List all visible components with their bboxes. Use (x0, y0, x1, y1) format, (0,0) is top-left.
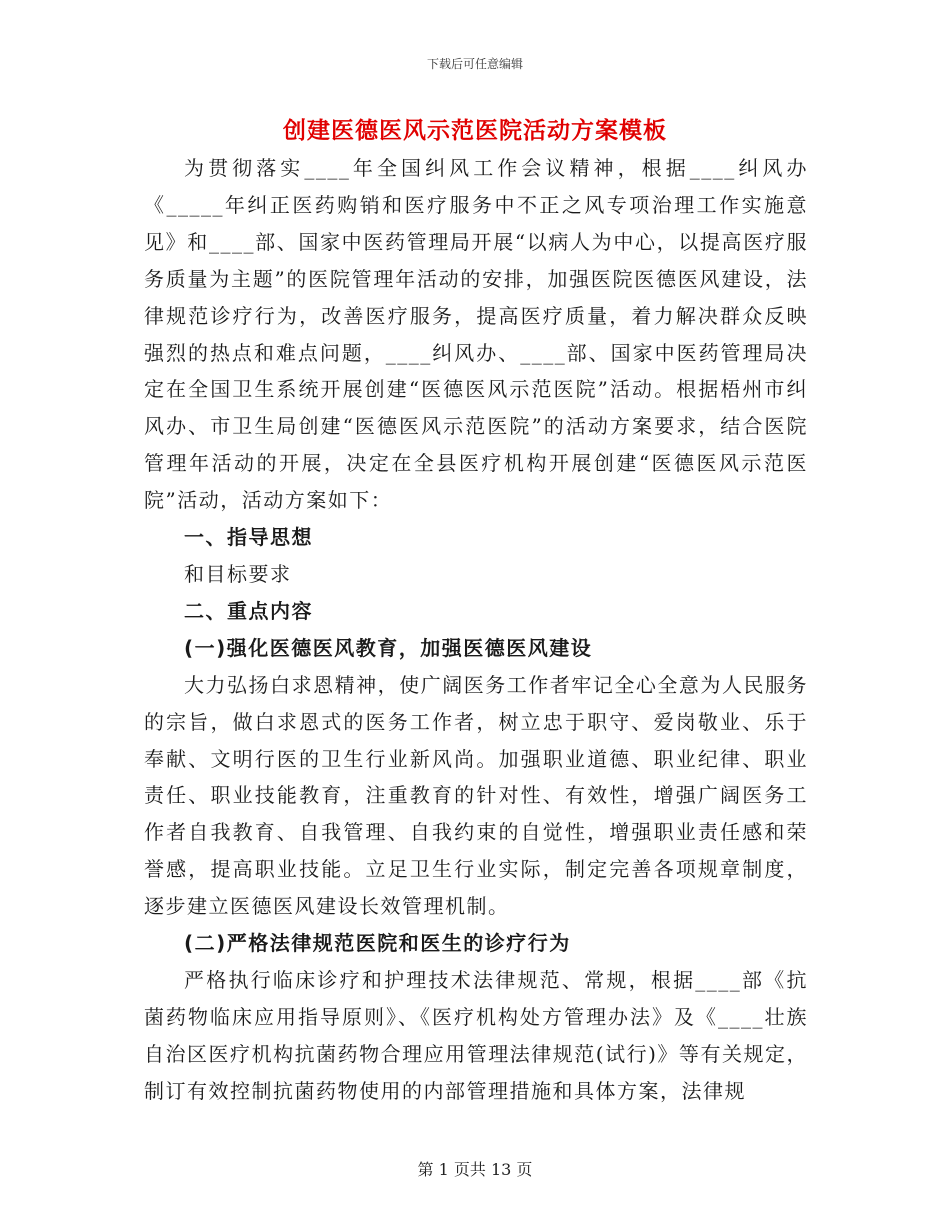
paragraph-goals: 和目标要求 (184, 561, 292, 586)
subsection-heading-regulate-practice: (二)严格法律规范医院和医生的诊疗行为 (184, 931, 571, 956)
page-number: 第 1 页共 13 页 (417, 1160, 533, 1179)
subsection-heading-ethics-education: (一)强化医德医风教育，加强医德医风建设 (184, 635, 593, 660)
page-header-note: 下载后可任意编辑 (426, 57, 523, 71)
paragraph-regulate-practice: 严格执行临床诊疗和护理技术法律规范、常规，根据____部《抗菌药物临床应用指导原则》、《医疗机构处方管理办法》及《____壮族自治区医疗机构抗菌药物合理应用管理法律规范(试行)》等有关规定，制订有效控制抗菌药物使用的内部管理措施和具体方案，法律规 (144, 967, 808, 1103)
intro-paragraph: 为贯彻落实____年全国纠风工作会议精神，根据____纠风办《_____年纠正医药购销和医疗服务中不正之风专项治理工作实施意见》和____部、国家中医药管理局开展“以病人为中心，以提高医疗服务质量为主题”的医院管理年活动的安排，加强医院医德医风建设，法律规范诊疗行为，改善医疗服务，提高医疗质量，着力解决群众反映强烈的热点和难点问题，____纠风办、____部、国家中医药管理局决定在全国卫生系统开展创建“医德医风示范医院”活动。根据梧州市纠风办、市卫生局创建“医德医风示范医院”的活动方案要求，结合医院管理年活动的开展，决定在全县医疗机构开展创建“医德医风示范医院”活动，活动方案如下： (144, 156, 808, 513)
paragraph-ethics-education: 大力弘扬白求恩精神，使广阔医务工作者牢记全心全意为人民服务的宗旨，做白求恩式的医务工作者，树立忠于职守、爱岗敬业、乐于奉献、文明行医的卫生行业新风尚。加强职业道德、职业纪律、职业责任、职业技能教育，注重教育的针对性、有效性，增强广阔医务工作者自我教育、自我管理、自我约束的自觉性，增强职业责任感和荣誉感，提高职业技能。立足卫生行业实际，制定完善各项规章制度，逐步建立医德医风建设长效管理机制。 (144, 672, 808, 919)
section-heading-key-content: 二、重点内容 (184, 598, 313, 623)
document-title: 创建医德医风示范医院活动方案模板 (283, 118, 667, 144)
document-body (144, 150, 808, 1110)
section-heading-guiding-ideology: 一、指导思想 (184, 525, 313, 550)
